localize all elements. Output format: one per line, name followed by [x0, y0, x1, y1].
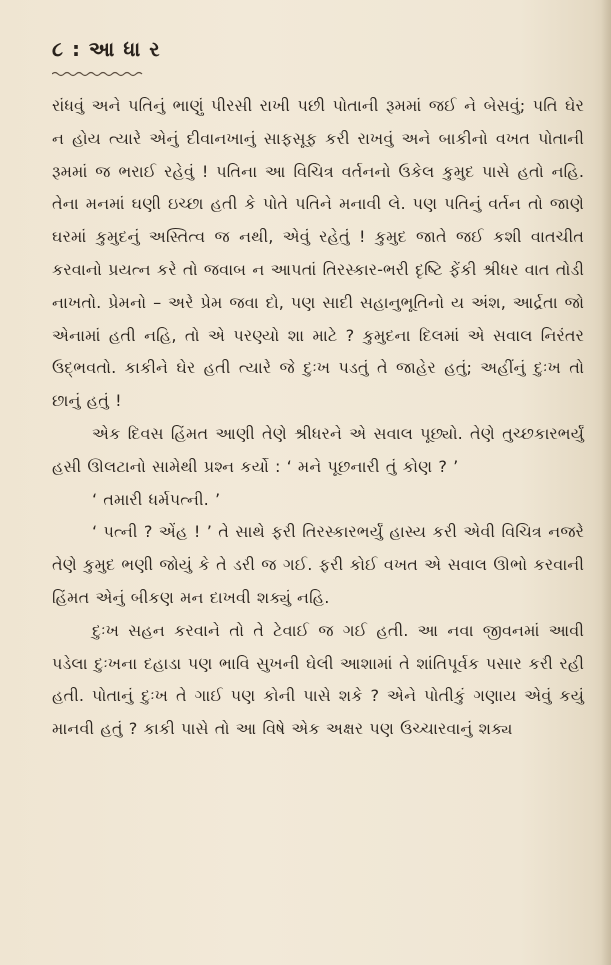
paragraph: ‘ પત્ની ? એંહ ! ’ તે સાથે ફરી તિરસ્કારભર્યું હાસ્ય કરી એવી વિચિત્ર નજરે તેણે કુમુદ ભણી જોયું કે તે ડરી જ ગઈ. ફરી કોઈ વખત એ સવાલ ઊભો કરવાની હિંમત એનું બીકણ મન દાખવી શક્યું નહિ.: [52, 522, 584, 607]
decorative-wavy-rule: [52, 71, 144, 77]
page-header: [52, 36, 161, 76]
paragraph: એક દિવસ હિંમત આણી તેણે શ્રીધરને એ સવાલ પૂછ્યો. તેણે તુચ્છકારભર્યું હસી ઊલટાનો સામેથી પ્રશ્ન કર્યો : ‘ મને પૂછનારી તું કોણ ? ’: [52, 423, 584, 476]
page-heading: ૮ : આ ધા ર: [52, 37, 161, 61]
page-body: [52, 90, 584, 746]
page-edge-shadow: [601, 0, 611, 965]
dialogue-line: ‘ તમારી ધર્મપત્ની. ’: [92, 489, 221, 509]
paragraph: રાંધવું અને પતિનું ભાણું પીરસી રાખી પછી પોતાની રૂમમાં જઈ ને બેસવું; પતિ ઘેર ન હોય ત્યારે એનું દીવાનખાનું સાફસૂફ કરી રાખવું અને બાકીનો વખત પોતાની રૂમમાં જ ભરાઈ રહેવું ! પતિના આ વિચિત્ર વર્તનનો ઉકેલ કુમુદ પાસે હતો નહિ. તેના મનમાં ઘણી ઇચ્છા હતી કે પોતે પતિને મનાવી લે. પણ પતિનું વર્તન તો જાણે ઘરમાં કુમુદનું અસ્તિત્વ જ નથી, એવું રહેતું ! કુમુદ જાતે જઈ કશી વાતચીત કરવાનો પ્રયત્ન કરે તો જવાબ ન આપતાં તિરસ્કાર-ભરી દૃષ્ટિ ફેંકી શ્રીધર વાત તોડી નાખતો. પ્રેમનો – અરે પ્રેમ જવા દો, પણ સાદી સહાનુભૂતિનો ય અંશ, આર્દ્રતા જો એનામાં હતી નહિ, તો એ પરણ્યો શા માટે ? કુમુદના દિલમાં એ સવાલ નિરંતર ઉદ્ભવતો. કાકીને ઘેર હતી ત્યારે જે દુઃખ પડતું તે જાહેર હતું; અહીંનું દુઃખ તો છાનું હતું !: [52, 96, 584, 411]
paragraph: દુઃખ સહન કરવાને તો તે ટેવાઈ જ ગઈ હતી. આ નવા જીવનમાં આવી પડેલા દુઃખના દહાડા પણ ભાવિ સુખની ઘેલી આશામાં તે શાંતિપૂર્વક પસાર કરી રહી હતી. પોતાનું દુઃખ તે ગાઈ પણ કોની પાસે શકે ? એને પોતીકું ગણાય એવું કયું માનવી હતું ? કાકી પાસે તો આ વિષે એક અક્ષર પણ ઉચ્ચારવાનું શક્ય: [52, 620, 584, 739]
